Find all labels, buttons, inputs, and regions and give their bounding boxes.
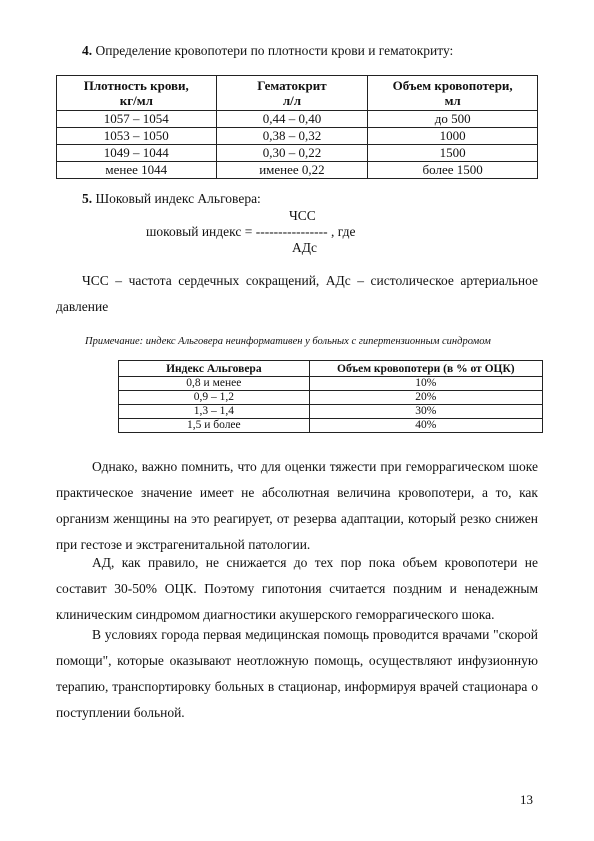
table-row [57, 162, 538, 179]
section-5-heading [82, 190, 261, 208]
table-cell: 0,8 и менее [119, 377, 310, 391]
table-row [119, 419, 543, 433]
formula-denominator: АДс [292, 240, 317, 255]
shock-index-table [118, 360, 543, 433]
table-row [119, 405, 543, 419]
page-number: 13 [520, 792, 533, 807]
table-cell: 1049 – 1044 [57, 145, 217, 162]
body-paragraph: Однако, важно помнить, что для оценки тяжести при геморрагическом шоке практическое значение имеет не абсолютная величина кровопотери, а то, как организм женщины на это реагирует, от резерва адаптации, который резко снижен при гестозе и экстрагенитальной патологии. [56, 459, 538, 552]
table-cell: 1,3 – 1,4 [119, 405, 310, 419]
section-4-title: Определение кровопотери по плотности крови и гематокриту: [92, 43, 454, 58]
table-cell: более 1500 [368, 162, 538, 179]
formula-expression: шоковый индекс = ---------------- , где [146, 224, 356, 239]
table-cell: менее 1044 [57, 162, 217, 179]
table-header-cell: Гематокрит л/л [216, 76, 368, 111]
blood-density-table [56, 75, 538, 179]
table-row [119, 391, 543, 405]
section-4-heading [82, 42, 453, 60]
table-cell: 30% [309, 405, 542, 419]
table-row [57, 111, 538, 128]
table-row [57, 145, 538, 162]
table-cell: 20% [309, 391, 542, 405]
table-row [119, 377, 543, 391]
table-header-row [119, 361, 543, 377]
note-text: Примечание: индекс Альговера неинформативен у больных с гипертензионным синдромом [85, 336, 491, 347]
section-5-title: Шоковый индекс Альговера: [92, 191, 261, 206]
table-row [57, 128, 538, 145]
formula-numerator: ЧСС [289, 208, 316, 223]
definition-paragraph: ЧСС – частота сердечных сокращений, АДс – систолическое артериальное давление [56, 273, 538, 314]
table-header-cell: Индекс Альговера [119, 361, 310, 377]
table-header-row [57, 76, 538, 111]
section-4-number: 4. [82, 43, 93, 58]
section-5-number: 5. [82, 191, 93, 206]
table-header-cell: Объем кровопотери, мл [368, 76, 538, 111]
table-cell: именее 0,22 [216, 162, 368, 179]
table-cell: 10% [309, 377, 542, 391]
table-header-cell: Объем кровопотери (в % от ОЦК) [309, 361, 542, 377]
body-paragraph: АД, как правило, не снижается до тех пор пока объем кровопотери не составит 30-50% ОЦК. Поэтому гипотония считается поздним и ненадежным клиническим синдромом диагностики акушерского геморрагического шока. [56, 555, 538, 622]
table-cell: 0,30 – 0,22 [216, 145, 368, 162]
table-cell: 1000 [368, 128, 538, 145]
body-paragraph: В условиях города первая медицинская помощь проводится врачами "скорой помощи", которые оказывают неотложную помощь, осуществляют инфузионную терапию, транспортировку больных в стационар, информируя врачей стационара о поступлении больной. [56, 627, 538, 720]
table-cell: 0,38 – 0,32 [216, 128, 368, 145]
table-cell: до 500 [368, 111, 538, 128]
table-cell: 40% [309, 419, 542, 433]
table-cell: 1053 – 1050 [57, 128, 217, 145]
table-cell: 1,5 и более [119, 419, 310, 433]
table-cell: 0,9 – 1,2 [119, 391, 310, 405]
table-cell: 1500 [368, 145, 538, 162]
table-cell: 1057 – 1054 [57, 111, 217, 128]
table-cell: 0,44 – 0,40 [216, 111, 368, 128]
table-header-cell: Плотность крови, кг/мл [57, 76, 217, 111]
